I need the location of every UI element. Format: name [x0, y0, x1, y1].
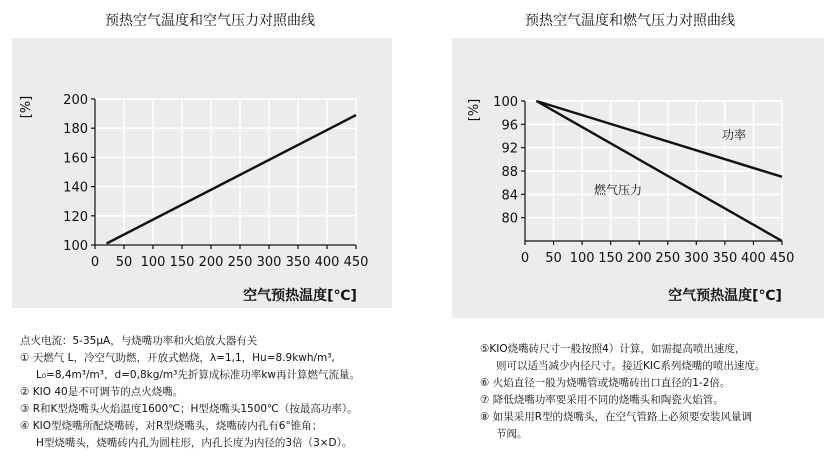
x-tick-label: 0: [520, 251, 530, 266]
note-line: 则可以适当减少内径尺寸。接近KIC系列烧嘴的喷出速度。: [496, 360, 766, 372]
x-tick-label: 300: [256, 255, 282, 270]
note-line: ⑤KIO烧嘴砖尺寸一般按照4）计算，如需提高喷出速度，: [480, 343, 746, 355]
note-line: ③ R和K型烧嘴头火焰温度1600℃；H型烧嘴头1500℃（按最高功率）。: [20, 403, 358, 415]
y-tick-label: 140: [63, 180, 88, 196]
x-tick-label: 50: [545, 251, 562, 266]
x-tick-label: 50: [115, 255, 133, 270]
note-line: ① 天燃气 L，冷空气助燃，开放式燃烧，λ=1,1，Hu=8.9kwh/m³,: [20, 352, 335, 364]
notes-left: [20, 333, 440, 452]
note-line: ⑥ 火焰直径一般为烧嘴管或烧嘴砖出口直径的1-2倍。: [480, 377, 731, 389]
series-label: 功率: [722, 128, 747, 142]
x-tick-label: 100: [569, 251, 595, 266]
x-axis-label-left: 空气预热温度[℃]: [243, 288, 357, 304]
note-line: H型烧嘴头，烧嘴砖内孔为圆柱形，内孔长度为内径的3倍（3×D）。: [36, 437, 353, 449]
y-tick-label: 200: [63, 93, 88, 108]
y-axis-label-right: [%]: [467, 98, 482, 122]
y-tick-label: 80: [501, 211, 518, 227]
note-line: L₀=8,4m³/m³，d=0,8kg/m³先折算成标准功率kw再计算燃气流量。: [36, 369, 361, 381]
x-tick-label: 450: [769, 251, 795, 266]
series-label: 燃气压力: [594, 183, 643, 197]
x-tick-label: 450: [343, 255, 369, 270]
x-tick-label: 400: [314, 255, 340, 270]
chart-title-left: 预热空气温度和空气压力对照曲线: [105, 13, 315, 29]
y-tick-label: 100: [493, 95, 518, 110]
x-tick-label: 350: [285, 255, 311, 270]
y-tick-label: 92: [501, 141, 518, 157]
x-tick-label: 350: [712, 251, 738, 266]
note-line: 点火电流：5-35μA，与烧嘴功率和火焰放大器有关: [20, 335, 258, 347]
x-tick-label: 200: [626, 251, 652, 266]
y-tick-label: 84: [501, 188, 518, 204]
y-tick-label: 88: [501, 165, 518, 180]
x-tick-label: 250: [227, 255, 253, 270]
y-tick-label: 100: [63, 239, 88, 254]
x-tick-label: 200: [198, 255, 224, 270]
y-tick-label: 120: [63, 209, 88, 225]
note-line: 节阀。: [496, 428, 528, 440]
x-tick-label: 100: [140, 255, 166, 270]
x-tick-label: 150: [169, 255, 195, 270]
y-axis-label-left: [%]: [19, 95, 34, 119]
note-line: ② KIO 40是不可调节的点火烧嘴。: [20, 386, 184, 398]
y-tick-label: 160: [63, 151, 88, 167]
x-tick-label: 400: [741, 251, 766, 266]
x-tick-label: 250: [655, 251, 681, 266]
note-line: ⑦ 降低烧嘴功率要采用不同的烧嘴头和陶瓷火焰管。: [480, 394, 724, 406]
y-tick-label: 180: [63, 122, 88, 138]
chart-title-right: 预热空气温度和燃气压力对照曲线: [525, 13, 735, 29]
x-tick-label: 150: [598, 251, 624, 266]
note-line: ④ KIO型烧嘴所配烧嘴砖，对R型烧嘴头，烧嘴砖内孔有6°锥角；: [20, 420, 323, 432]
x-axis-label-right: 空气预热温度[℃]: [668, 288, 782, 304]
x-tick-label: 300: [683, 251, 709, 266]
x-tick-label: 0: [90, 255, 100, 270]
note-line: ⑧ 如果采用R型的烧嘴头，在空气管路上必须要安装风量调: [480, 411, 753, 423]
notes-right: [480, 341, 830, 443]
y-tick-label: 96: [501, 118, 518, 134]
